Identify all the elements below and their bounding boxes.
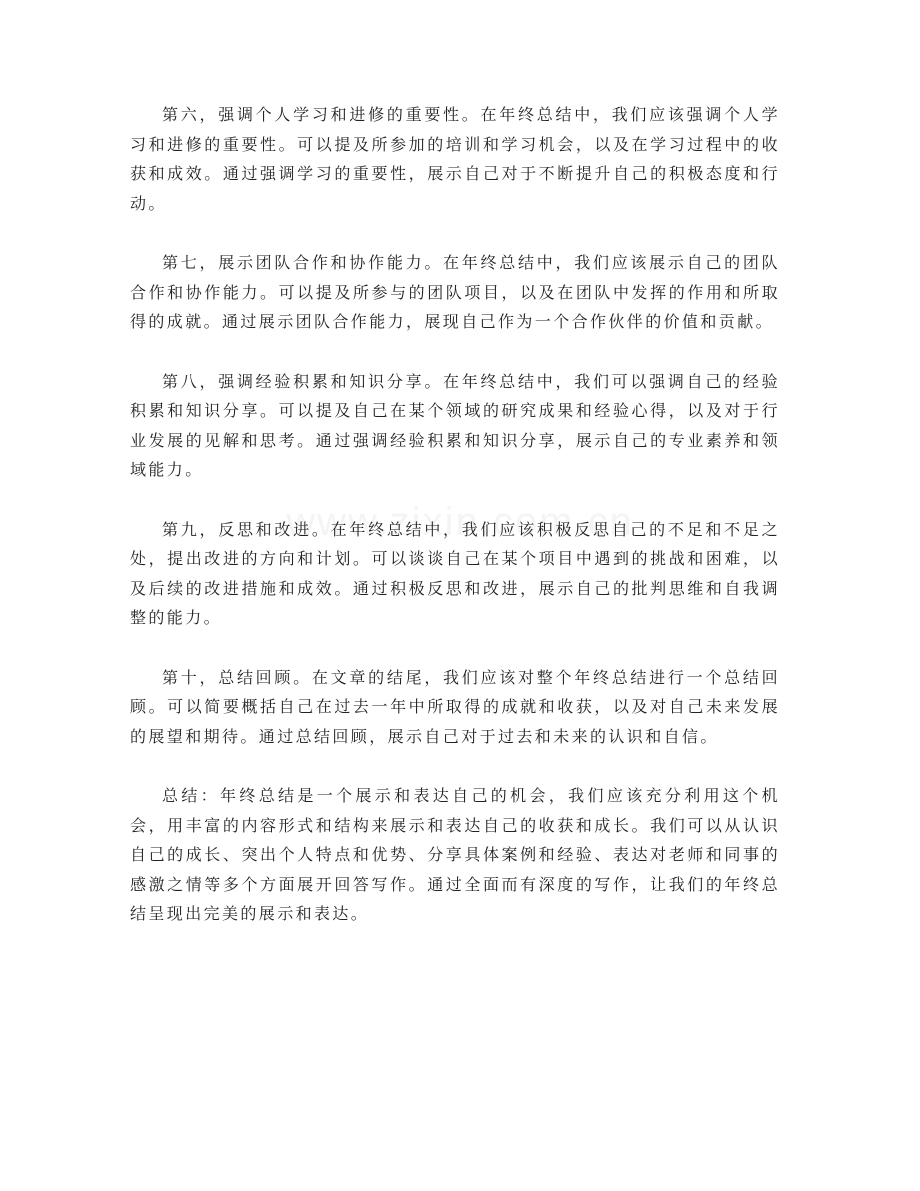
paragraph-seventh: 第七，展示团队合作和协作能力。在年终总结中，我们应该展示自己的团队合作和协作能力。可以提及所参与的团队项目，以及在团队中发挥的作用和所取得的成就。通过展示团队合作能力，展现自己作为一个合作伙伴的价值和贡献。 — [130, 253, 780, 331]
paragraph-sixth: 第六，强调个人学习和进修的重要性。在年终总结中，我们应该强调个人学习和进修的重要性。可以提及所参加的培训和学习机会，以及在学习过程中的收获和成效。通过强调学习的重要性，展示自己对于不断提升自己的积极态度和行动。 — [130, 105, 780, 213]
paragraph-ninth: 第九，反思和改进。在年终总结中，我们应该积极反思自己的不足和不足之处，提出改进的方向和计划。可以谈谈自己在某个项目中遇到的挑战和困难，以及后续的改进措施和成效。通过积极反思和改进，展示自己的批判思维和自我调整的能力。 — [130, 519, 780, 627]
document-body — [130, 100, 780, 959]
paragraph-tenth: 第十，总结回顾。在文章的结尾，我们应该对整个年终总结进行一个总结回顾。可以简要概括自己在过去一年中所取得的成就和收获，以及对自己未来发展的展望和期待。通过总结回顾，展示自己对于过去和未来的认识和自信。 — [130, 667, 780, 746]
paragraph-eighth: 第八，强调经验积累和知识分享。在年终总结中，我们可以强调自己的经验积累和知识分享。可以提及自己在某个领域的研究成果和经验心得，以及对于行业发展的见解和思考。通过强调经验积累和知识分享，展示自己的专业素养和领域能力。 — [130, 371, 780, 479]
paragraph-summary: 总结：年终总结是一个展示和表达自己的机会，我们应该充分利用这个机会，用丰富的内容形式和结构来展示和表达自己的收获和成长。我们可以从认识自己的成长、突出个人特点和优势、分享具体案例和经验、表达对老师和同事的感激之情等多个方面展开回答写作。通过全面而有深度的写作，让我们的年终总结呈现出完美的展示和表达。 — [130, 786, 780, 923]
